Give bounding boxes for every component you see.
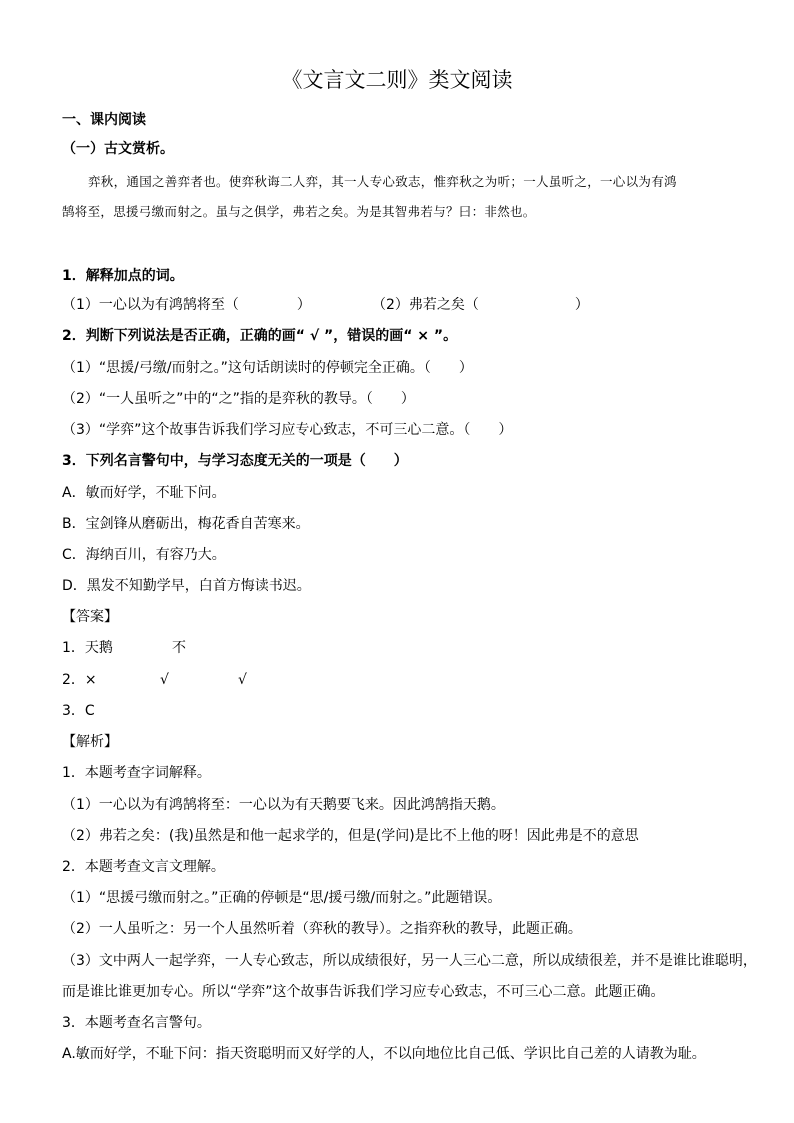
subsection-heading: （一）古文赏析。 xyxy=(62,141,174,157)
question-1-item-2-text: （2）弗若之矣（ xyxy=(372,297,479,313)
passage-line-1: 弈秋，通国之善弈者也。使弈秋诲二人弈，其一人专心致志，惟弈秋之为听；一人虽听之，一心以为有鸿 xyxy=(88,174,677,189)
answer-2: 2．× xyxy=(62,672,97,688)
analysis-line: （1）“思援弓缴而射之。”正确的停顿是“思/援弓缴/而射之。”此题错误。 xyxy=(62,890,502,906)
analysis-line: 而是谁比谁更加专心。所以“学弈”这个故事告诉我们学习应专心致志，不可三心二意。此题正确。 xyxy=(62,984,665,1000)
passage-line-2: 鹄将至，思援弓缴而射之。虽与之俱学，弗若之矣。为是其智弗若与？曰：非然也。 xyxy=(62,204,536,219)
question-1-title: 1．解释加点的词。 xyxy=(62,268,184,284)
answer-1: 1．天鹅 xyxy=(62,640,113,656)
question-3-title: 3．下列名言警句中，与学习态度无关的一项是（ ） xyxy=(62,453,408,469)
question-1-item-1 xyxy=(62,296,311,314)
section-heading: 一、课内阅读 xyxy=(62,112,146,128)
answer-3: 3．C xyxy=(62,703,95,719)
question-3-option: A．敏而好学，不耻下问。 xyxy=(62,485,226,501)
answer-2-part-3: √ xyxy=(238,672,247,688)
question-3-option: B．宝剑锋从磨砺出，梅花香自苦寒来。 xyxy=(62,516,310,532)
question-1-item-2 xyxy=(372,296,589,314)
document-title: 《文言文二则》类文阅读 xyxy=(281,68,513,92)
question-1-item-1-text: （1）一心以为有鸿鹄将至（ xyxy=(62,297,239,313)
analysis-line: （2）弗若之矣：(我)虽然是和他一起求学的，但是(学问)是比不上他的呀！因此弗是不的意思 xyxy=(62,828,639,844)
question-2-item: （2）“一人虽听之”中的“之”指的是弈秋的教导。（ ） xyxy=(62,391,415,407)
question-2-item: （3）“学弈”这个故事告诉我们学习应专心致志，不可三心二意。（ ） xyxy=(62,422,513,438)
answer-2-part-2: √ xyxy=(160,672,169,688)
analysis-line: A.敏而好学，不耻下问：指天资聪明而又好学的人，不以向地位比自己低、学识比自己差的人请教为耻。 xyxy=(62,1046,706,1062)
question-3-option: C．海纳百川，有容乃大。 xyxy=(62,547,226,563)
question-1-item-2-close: ） xyxy=(574,297,589,313)
analysis-line: 3．本题考查名言警句。 xyxy=(62,1015,211,1031)
answer-1-part-2: 不 xyxy=(172,640,186,656)
answer-heading: 【答案】 xyxy=(62,609,118,625)
analysis-heading: 【解析】 xyxy=(62,734,118,750)
analysis-line: （1）一心以为有鸿鹄将至：一心以为有天鹅要飞来。因此鸿鹄指天鹅。 xyxy=(62,797,505,813)
question-3-option: D．黑发不知勤学早，白首方悔读书迟。 xyxy=(62,578,311,594)
analysis-line: （3）文中两人一起学弈，一人专心致志，所以成绩很好，另一人三心二意，所以成绩很差，并不是谁比谁聪明， xyxy=(62,953,757,969)
analysis-line: （2）一人虽听之：另一个人虽然听着（弈秋的教导）。之指弈秋的教导，此题正确。 xyxy=(62,921,582,937)
analysis-line: 1．本题考查字词解释。 xyxy=(62,765,211,781)
question-2-item: （1）“思援/弓缴/而射之。”这句话朗读时的停顿完全正确。（ ） xyxy=(62,360,473,376)
question-2-title: 2．判断下列说法是否正确，正确的画“ √ ”，错误的画“ × ”。 xyxy=(62,328,458,344)
analysis-line: 2．本题考查文言文理解。 xyxy=(62,859,225,875)
question-1-item-1-close: ） xyxy=(296,297,311,313)
